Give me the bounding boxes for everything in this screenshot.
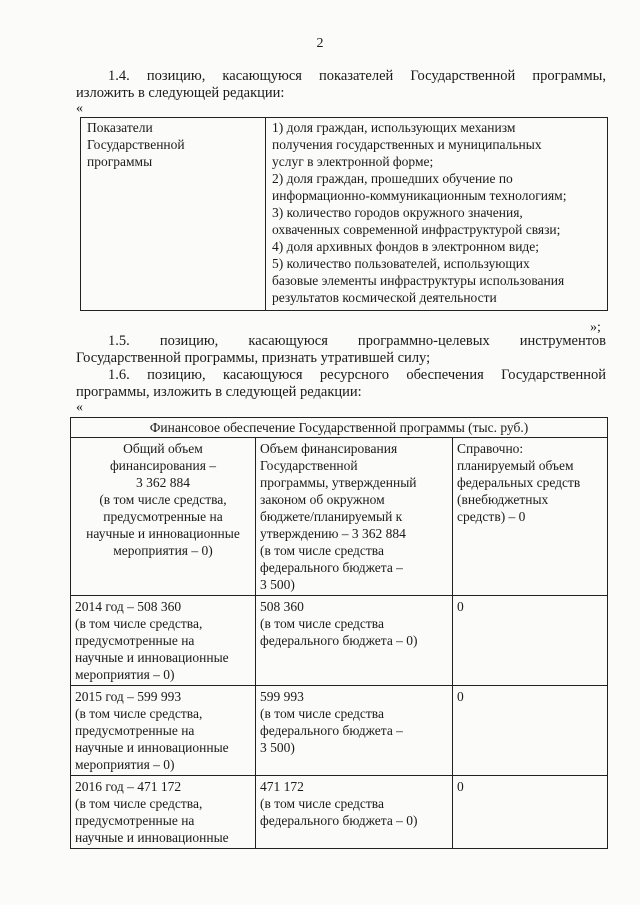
row-text: 2014 год – 508 360 bbox=[75, 599, 182, 614]
header-budget-text: законом об окружном bbox=[260, 492, 385, 507]
indicators-label: Государственной bbox=[87, 137, 185, 152]
row-text: 599 993 bbox=[260, 689, 304, 704]
header-total-text: 3 362 884 bbox=[136, 475, 190, 490]
para-1-6-line2: программы, изложить в следующей редакции: bbox=[76, 384, 362, 400]
row-text: 508 360 bbox=[260, 599, 304, 614]
budget-2015-cell bbox=[256, 686, 453, 776]
indicator-item: охваченных современной инфраструктурой связи; bbox=[272, 222, 561, 237]
header-reference-text: планируемый объем bbox=[457, 458, 574, 473]
reference-2015-cell bbox=[453, 686, 608, 776]
para-1-6-line1: 1.6. позицию, касающуюся ресурсного обеспечения Государственной bbox=[108, 367, 606, 383]
budget-2014-cell bbox=[256, 596, 453, 686]
row-text: (в том числе средства bbox=[260, 616, 384, 631]
page-number: 2 bbox=[316, 36, 324, 51]
year-2015-cell bbox=[71, 686, 256, 776]
table-row bbox=[71, 596, 608, 686]
table-row bbox=[71, 776, 608, 849]
open-quote-2: « bbox=[76, 400, 83, 415]
header-reference-cell bbox=[453, 438, 608, 596]
header-reference-text: Справочно: bbox=[457, 441, 524, 456]
header-budget-text: бюджете/планируемый к bbox=[260, 509, 403, 524]
header-budget-text: (в том числе средства bbox=[260, 543, 384, 558]
row-text: мероприятия – 0) bbox=[75, 757, 175, 772]
indicator-item: информационно-коммуникационным технологиям; bbox=[272, 188, 567, 203]
row-text: научные и инновационные bbox=[75, 830, 229, 845]
row-text: (в том числе средства, bbox=[75, 796, 203, 811]
indicators-label-cell bbox=[81, 118, 266, 311]
reference-2016-cell bbox=[453, 776, 608, 849]
indicators-label: программы bbox=[87, 154, 153, 169]
indicator-item: 2) доля граждан, прошедших обучение по bbox=[272, 171, 513, 186]
finance-table-title: Финансовое обеспечение Государственной программы (тыс. руб.) bbox=[71, 418, 608, 438]
indicators-label: Показатели bbox=[87, 120, 153, 135]
row-text: федерального бюджета – bbox=[260, 723, 403, 738]
header-total-text: научные и инновационные bbox=[86, 526, 240, 541]
row-text: 2016 год – 471 172 bbox=[75, 779, 182, 794]
indicator-item: 5) количество пользователей, использующих bbox=[272, 256, 530, 271]
indicator-item: 3) количество городов окружного значения, bbox=[272, 205, 523, 220]
header-budget-text: Государственной bbox=[260, 458, 358, 473]
year-2014-cell bbox=[71, 596, 256, 686]
header-reference-text: федеральных средств bbox=[457, 475, 581, 490]
row-text: (в том числе средства bbox=[260, 796, 384, 811]
header-total-text: мероприятия – 0) bbox=[113, 543, 213, 558]
header-budget-text: программы, утвержденный bbox=[260, 475, 417, 490]
header-budget-text: Объем финансирования bbox=[260, 441, 398, 456]
row-text: 0 bbox=[457, 599, 464, 614]
row-text: предусмотренные на bbox=[75, 723, 195, 738]
indicators-table bbox=[80, 117, 608, 311]
open-quote-1: « bbox=[76, 101, 83, 116]
header-budget-text: федерального бюджета – bbox=[260, 560, 403, 575]
row-text: предусмотренные на bbox=[75, 813, 195, 828]
row-text: мероприятия – 0) bbox=[75, 667, 175, 682]
indicator-item: услуг в электронной форме; bbox=[272, 154, 434, 169]
indicator-item: 4) доля архивных фондов в электронном виде; bbox=[272, 239, 540, 254]
header-budget-cell bbox=[256, 438, 453, 596]
row-text: (в том числе средства, bbox=[75, 616, 203, 631]
para-1-4-line1: 1.4. позицию, касающуюся показателей Государственной программы, bbox=[108, 68, 606, 84]
indicator-item: получения государственных и муниципальных bbox=[272, 137, 542, 152]
row-text: федерального бюджета – 0) bbox=[260, 813, 418, 828]
row-text: 471 172 bbox=[260, 779, 304, 794]
row-text: (в том числе средства, bbox=[75, 706, 203, 721]
para-1-5-line1: 1.5. позицию, касающуюся программно-целевых инструментов bbox=[108, 333, 606, 349]
header-total-text: (в том числе средства, bbox=[99, 492, 227, 507]
indicators-items-cell bbox=[266, 118, 608, 311]
close-quote: »; bbox=[590, 320, 601, 335]
header-total-text: Общий объем bbox=[123, 441, 203, 456]
header-reference-text: средств) – 0 bbox=[457, 509, 526, 524]
row-text: научные и инновационные bbox=[75, 740, 229, 755]
para-1-5-line2: Государственной программы, признать утратившей силу; bbox=[76, 350, 431, 366]
row-text: предусмотренные на bbox=[75, 633, 195, 648]
reference-2014-cell bbox=[453, 596, 608, 686]
header-total-cell bbox=[71, 438, 256, 596]
row-text: 0 bbox=[457, 779, 464, 794]
row-text: федерального бюджета – 0) bbox=[260, 633, 418, 648]
header-total-text: финансирования – bbox=[109, 458, 217, 473]
row-text: 0 bbox=[457, 689, 464, 704]
row-text: 3 500) bbox=[260, 740, 295, 755]
finance-table bbox=[70, 417, 608, 849]
para-1-4-line2: изложить в следующей редакции: bbox=[76, 85, 285, 101]
budget-2016-cell bbox=[256, 776, 453, 849]
year-2016-cell bbox=[71, 776, 256, 849]
table-row bbox=[71, 686, 608, 776]
row-text: (в том числе средства bbox=[260, 706, 384, 721]
indicator-item: 1) доля граждан, использующих механизм bbox=[272, 120, 516, 135]
indicator-item: результатов космической деятельности bbox=[272, 290, 497, 305]
indicator-item: базовые элементы инфраструктуры использования bbox=[272, 273, 565, 288]
row-text: научные и инновационные bbox=[75, 650, 229, 665]
header-budget-text: утверждению – 3 362 884 bbox=[260, 526, 406, 541]
header-total-text: предусмотренные на bbox=[103, 509, 223, 524]
row-text: 2015 год – 599 993 bbox=[75, 689, 182, 704]
header-reference-text: (внебюджетных bbox=[457, 492, 549, 507]
header-budget-text: 3 500) bbox=[260, 577, 295, 592]
